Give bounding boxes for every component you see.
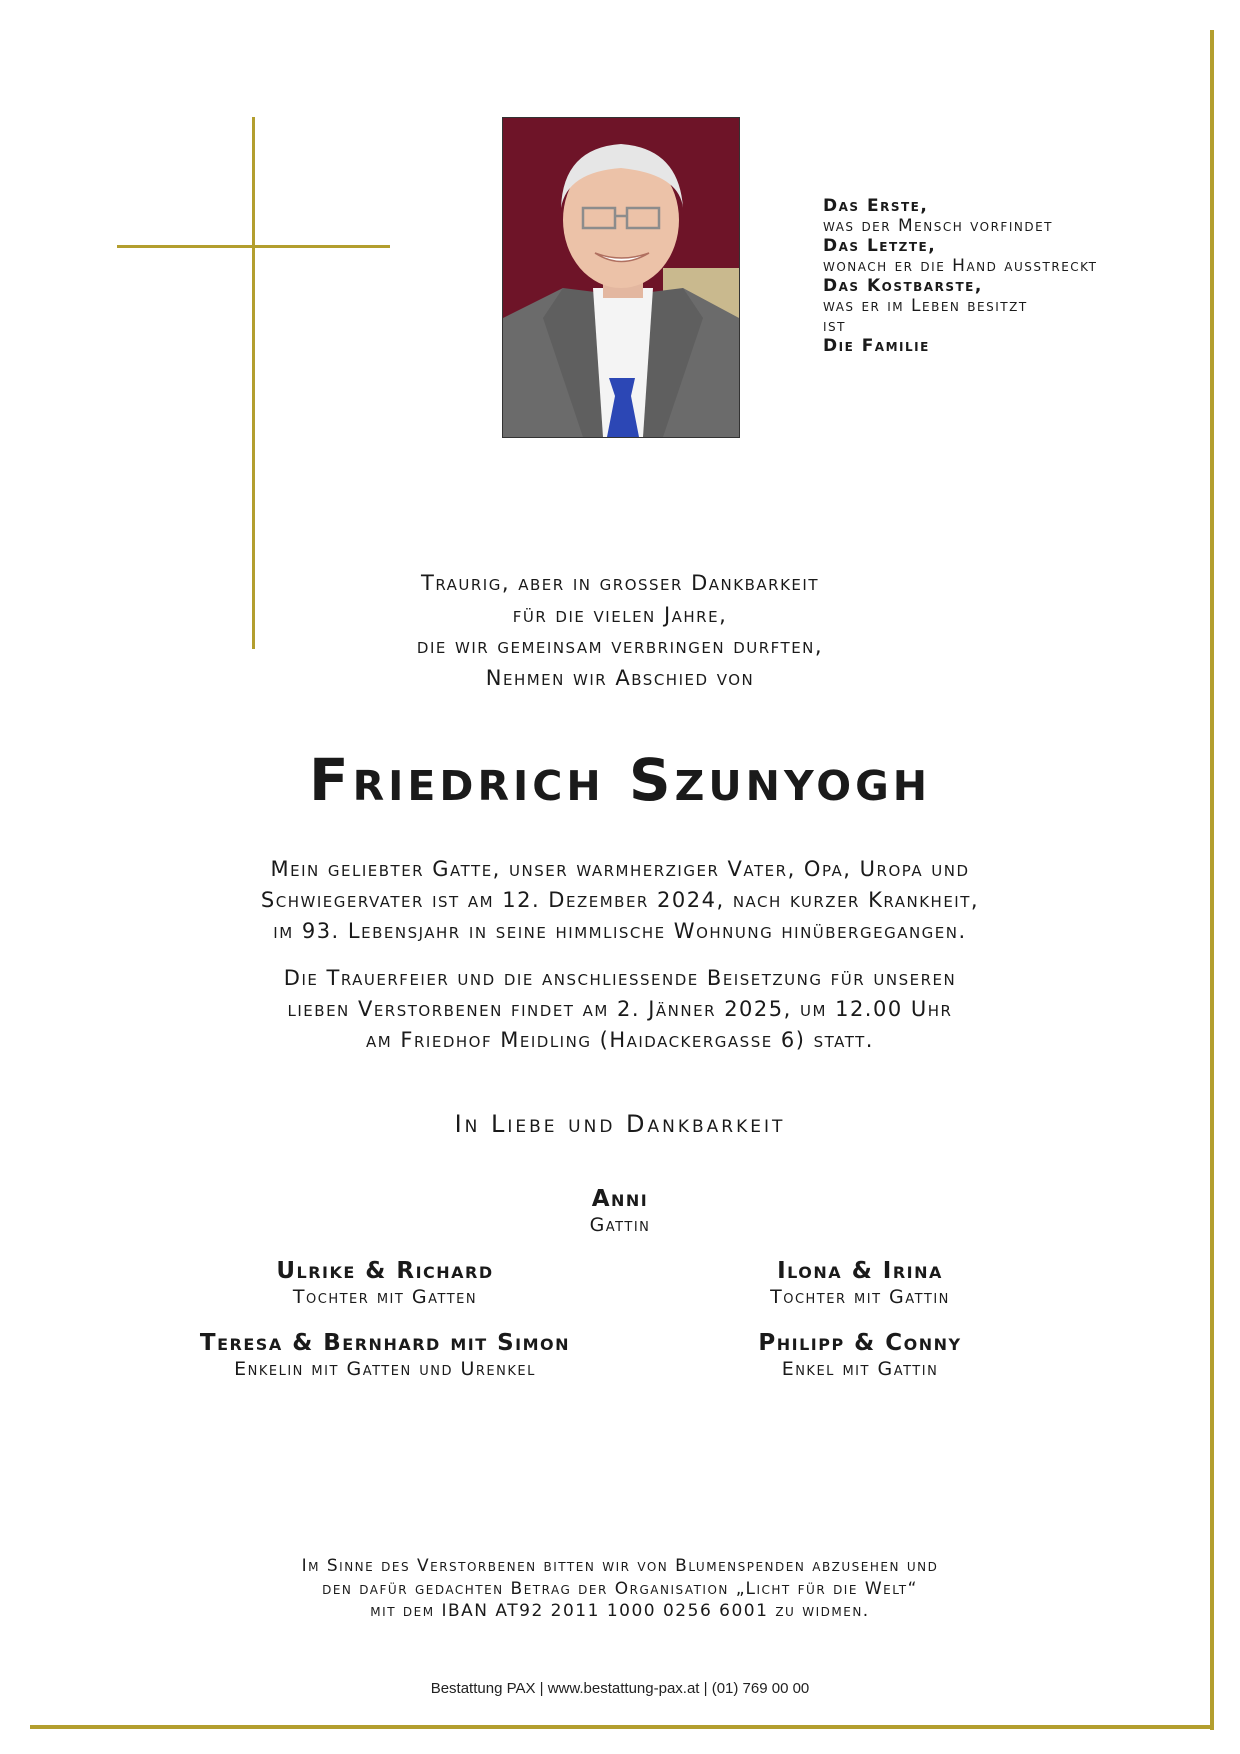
intro-line: Nehmen wir Abschied von (485, 665, 755, 690)
donation-note (0, 1555, 1240, 1623)
quote-line: wonach er die Hand ausstreckt (823, 256, 1098, 276)
mourner-name: Philipp & Conny (758, 1330, 962, 1356)
announcement-line: im 93. Lebensjahr in seine himmlische Wohnung hinübergegangen. (273, 919, 967, 943)
mourner-name: Ilona & Irina (777, 1258, 943, 1284)
quote-line: was der Mensch vorfindet (823, 216, 1054, 236)
intro-line: für die vielen Jahre, (512, 602, 728, 627)
quote-line: Das Kostbarste, (823, 276, 983, 296)
mourner-ulrike-richard (170, 1257, 600, 1309)
quote-line: ist (823, 316, 846, 336)
announcement-paragraph-2 (0, 963, 1240, 1056)
intro-text (0, 568, 1240, 694)
mourner-ilona-irina (660, 1257, 1060, 1309)
announcement-line: lieben Verstorbenen findet am 2. Jänner 2025, um 12.00 Uhr (287, 997, 953, 1021)
intro-line: die wir gemeinsam verbringen durften, (416, 634, 824, 658)
mourner-philipp-conny (660, 1329, 1060, 1381)
announcement-line: am Friedhof Meidling (Haidackergasse 6) statt. (366, 1028, 874, 1052)
mourner-teresa-bernhard-simon (130, 1329, 640, 1381)
mourner-name: Anni (591, 1186, 649, 1212)
frame-bottom-border (30, 1725, 1214, 1729)
donation-line: den dafür gedachten Betrag der Organisation „Licht für die Welt“ (322, 1578, 918, 1599)
announcement-line: Schwiegervater ist am 12. Dezember 2024, nach kurzer Krankheit, (260, 888, 980, 912)
quote-line: Die Familie (823, 336, 930, 356)
quote-line: was er im Leben besitzt (823, 296, 1028, 316)
closing-line: In Liebe und Dankbarkeit (454, 1110, 786, 1138)
funeral-home-imprint: Bestattung PAX | www.bestattung-pax.at | (01) 769 00 00 (430, 1680, 810, 1697)
intro-line: Traurig, aber in grosser Dankbarkeit (421, 571, 819, 595)
announcement-line: Die Trauerfeier und die anschliessende Beisetzung für unseren (283, 966, 957, 990)
quote-line: Das Letzte, (823, 236, 937, 256)
portrait-photo (502, 117, 740, 438)
mourner-role: Enkelin mit Gatten und Urenkel (234, 1358, 536, 1380)
cross-horizontal-bar (117, 245, 390, 248)
mourner-name: Ulrike & Richard (276, 1258, 494, 1284)
mourner-name: Teresa & Bernhard mit Simon (199, 1330, 571, 1356)
donation-line: mit dem IBAN AT92 2011 1000 0256 6001 zu widmen. (370, 1601, 870, 1621)
mourner-role: Tochter mit Gattin (770, 1286, 950, 1308)
announcement-paragraph-1 (0, 854, 1240, 947)
quote-line: Das Erste, (823, 196, 929, 216)
announcement-line: Mein geliebter Gatte, unser warmherziger Vater, Opa, Uropa und (270, 857, 970, 881)
mourner-role: Tochter mit Gatten (292, 1286, 478, 1308)
deceased-name: Friedrich Szunyogh (308, 746, 932, 814)
donation-line: Im Sinne des Verstorbenen bitten wir von Blumenspenden abzusehen und (301, 1556, 939, 1576)
mourner-role: Gattin (589, 1214, 651, 1236)
mourner-anni (520, 1185, 720, 1237)
quote-block (823, 196, 1203, 356)
mourner-role: Enkel mit Gattin (781, 1358, 939, 1380)
